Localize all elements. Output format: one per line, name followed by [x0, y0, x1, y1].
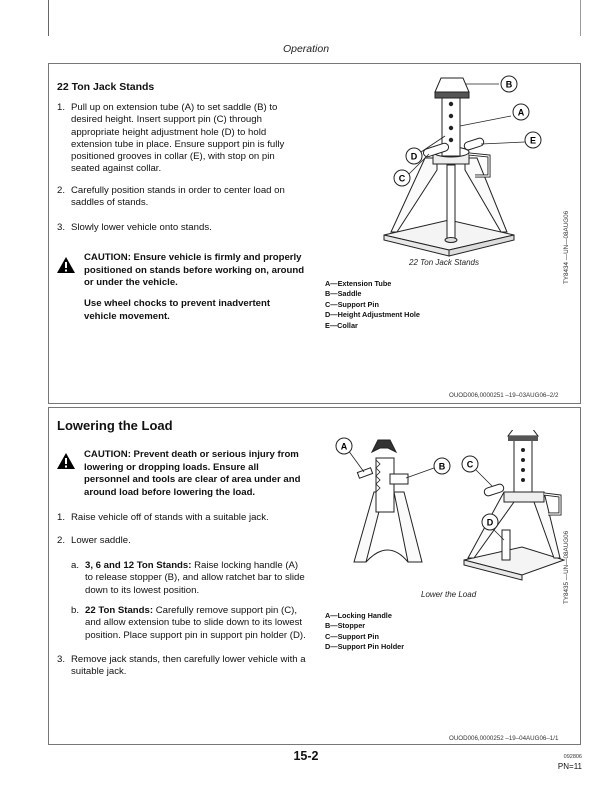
legend-item: A—Extension Tube [325, 279, 392, 288]
caution-line: or under the vehicle. [84, 277, 178, 289]
substep-line: and allow extension tube to slide down to its lowest [85, 617, 303, 629]
step-number: 1. [57, 102, 66, 113]
stand-type: 22 Ton Stands: [85, 605, 154, 616]
step-number: 2. [57, 535, 66, 546]
jack-stand-figure [329, 70, 569, 270]
step-text [71, 102, 284, 176]
caution-text-extra [84, 298, 270, 323]
substep-text [85, 605, 306, 642]
step-line: appropriate height adjustment hole (D) to hold [71, 126, 267, 138]
legend-item: A—Locking Handle [325, 611, 392, 620]
page-number: 15-2 [293, 749, 319, 763]
jack-stands-panel [48, 63, 581, 404]
svg-text:B: B [438, 461, 446, 472]
step-line: positioned grooves in collar (E), with stop on pin [71, 151, 275, 163]
pn-label: PN=11 [557, 762, 582, 771]
caution-text [84, 449, 300, 499]
step-line: Lower saddle. [71, 535, 131, 546]
svg-text:D: D [486, 517, 494, 528]
caution-line: CAUTION: Prevent death or serious injury from [84, 449, 299, 460]
legend-item: C—Support Pin [325, 299, 379, 309]
figure-caption: 22 Ton Jack Stands [409, 258, 479, 267]
step-line: Raise vehicle off of stands with a suitable jack. [71, 512, 269, 523]
step-text [71, 512, 269, 524]
stand-type: 3, 6 and 12 Ton Stands: [85, 560, 192, 571]
legend-item: E—Collar [325, 320, 358, 330]
step-line: Carefully position stands in order to center load on [71, 185, 285, 196]
svg-text:E: E [529, 135, 537, 146]
step-line: saddles of stands. [71, 197, 149, 209]
warning-icon [56, 452, 76, 470]
legend-item: D—Support Pin Holder [325, 642, 405, 652]
caution-line: personnel and tools are clear of area under and [84, 474, 301, 486]
caution-line: CAUTION: Ensure vehicle is firmly and properly [84, 252, 302, 263]
lowering-load-panel [48, 407, 581, 745]
figure-legend [325, 279, 420, 331]
figure-code: TY8434 —UN—08AUG06 [563, 210, 570, 284]
reference-code: OUOD006,0000251 –19–03AUG06–2/2 [449, 392, 559, 399]
caution-line: around load before lowering the load. [84, 486, 256, 498]
caution-line: positioned on stands before working on, around [84, 264, 305, 276]
substep-line: down to its lowest position. [85, 584, 200, 596]
svg-text:C: C [398, 173, 406, 184]
warning-icon [56, 256, 76, 274]
step-number: 3. [57, 654, 66, 665]
substep-line [85, 605, 306, 617]
svg-text:B: B [505, 79, 513, 90]
substep-letter: a. [71, 560, 80, 571]
step-number: 2. [57, 185, 66, 196]
section-header: Operation [282, 43, 330, 55]
section-title: 22 Ton Jack Stands [57, 81, 155, 93]
substep-text [85, 560, 305, 597]
substep-line [85, 560, 305, 572]
legend-item: C—Support Pin [325, 631, 379, 641]
step-text [71, 654, 306, 679]
left-rule [48, 0, 49, 36]
legend-item: B—Stopper [325, 621, 366, 631]
step-text [71, 185, 285, 210]
svg-text:A: A [340, 441, 348, 452]
substep-line-rest: Raise locking handle (A) [191, 560, 299, 571]
caution-line: vehicle movement. [84, 310, 170, 322]
step-text [71, 222, 212, 234]
substep-line: position. Place support pin in support pin holder (D). [85, 629, 306, 641]
svg-text:D: D [410, 151, 418, 162]
substep-letter: b. [71, 605, 80, 616]
svg-text:A: A [517, 107, 525, 118]
legend-item: B—Saddle [325, 289, 362, 299]
footer-code: 092806 [563, 754, 582, 760]
figure-legend [325, 611, 404, 653]
right-rule [580, 0, 581, 36]
step-number: 1. [57, 512, 66, 523]
caution-line: Use wheel chocks to prevent inadvertent [84, 298, 271, 309]
section-title: Lowering the Load [57, 418, 173, 433]
step-line: desired height. Insert support pin (C) through [71, 114, 262, 126]
substep-line: to release stopper (B), and allow ratchet bar to slide [85, 572, 305, 584]
figure-caption: Lower the Load [421, 590, 477, 599]
step-line: Pull up on extension tube (A) to set saddle (B) to [71, 102, 278, 113]
lower-load-figure [324, 430, 569, 600]
legend-item: D—Height Adjustment Hole [325, 310, 420, 320]
step-line: Remove jack stands, then carefully lower vehicle with a [71, 654, 306, 665]
step-line: suitable jack. [71, 666, 127, 678]
step-line: extension tube in place. Ensure support pin is fully [71, 138, 285, 150]
step-text [71, 535, 131, 547]
caution-text [84, 252, 304, 290]
step-line: seated against collar. [71, 163, 162, 175]
step-number: 3. [57, 222, 66, 233]
figure-code: TY8435 —UN—08AUG06 [563, 530, 570, 604]
step-line: Slowly lower vehicle onto stands. [71, 222, 212, 233]
caution-line: lowering or dropping loads. Ensure all [84, 461, 259, 473]
svg-text:C: C [466, 459, 474, 470]
substep-line-rest: Carefully remove support pin (C), [153, 605, 298, 616]
reference-code: OUOD006,0000252 –19–04AUG06–1/1 [449, 735, 559, 742]
